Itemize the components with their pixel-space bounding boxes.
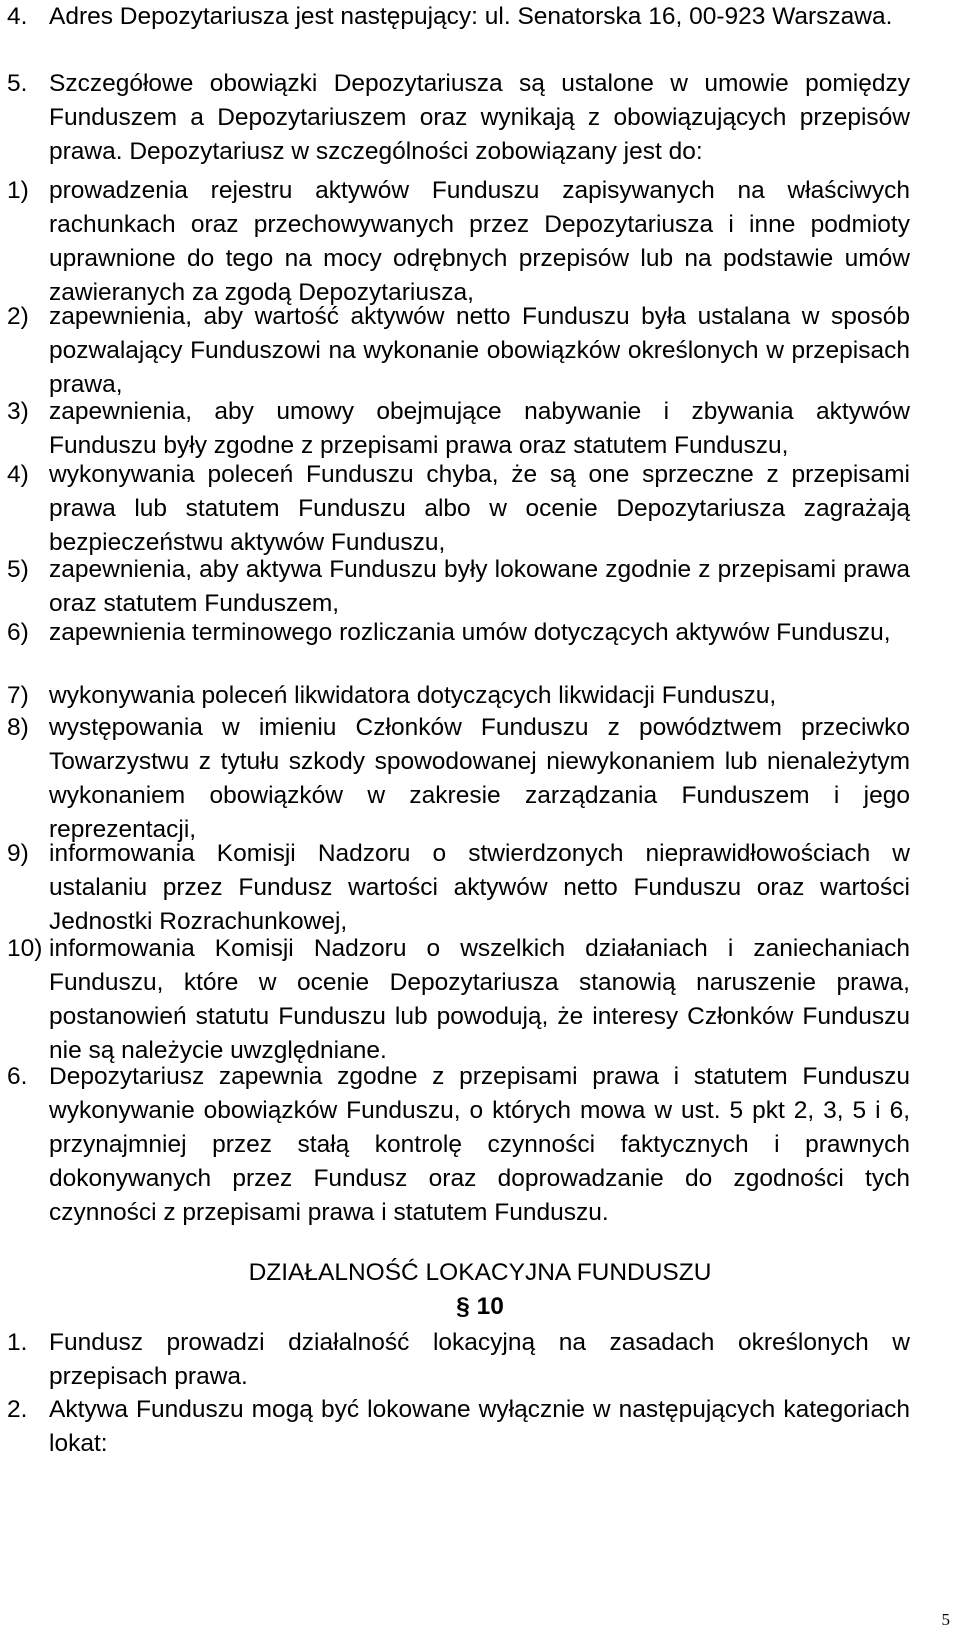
item-text: Aktywa Funduszu mogą być lokowane wyłącznie w następujących kategoriach lokat: xyxy=(49,1396,910,1457)
item-number: 1. xyxy=(7,1329,28,1356)
duty-item xyxy=(7,553,910,621)
duty-number: 7) xyxy=(7,682,29,709)
item-number: 5. xyxy=(7,70,28,97)
list-item xyxy=(7,1326,910,1394)
duty-item xyxy=(7,458,910,560)
duty-item xyxy=(7,174,910,310)
list-item xyxy=(7,67,910,169)
duty-number: 3) xyxy=(7,398,29,425)
duty-item xyxy=(7,300,910,402)
duty-text: zapewnienia, aby aktywa Funduszu były lokowane zgodnie z przepisami prawa oraz statutem Funduszem, xyxy=(49,556,910,617)
duty-number: 9) xyxy=(7,840,29,867)
duty-text: zapewnienia, aby wartość aktywów netto Funduszu była ustalana w sposób pozwalający Funduszowi na wykonanie obowiązków określonych w przepisach prawa, xyxy=(49,303,910,398)
duty-text: zapewnienia terminowego rozliczania umów dotyczących aktywów Funduszu, xyxy=(49,619,891,646)
item-number: 6. xyxy=(7,1063,28,1090)
duty-text: występowania w imieniu Członków Funduszu z powództwem przeciwko Towarzystwu z tytułu szkody spowodowanej niewykonaniem lub nienależytym wykonaniem obowiązków w zakresie zarządzania Funduszem i jego reprezentacji, xyxy=(49,714,910,843)
duty-text: zapewnienia, aby umowy obejmujące nabywanie i zbywania aktywów Funduszu były zgodne z przepisami prawa oraz statutem Funduszu, xyxy=(49,398,910,459)
duty-number: 5) xyxy=(7,556,29,583)
duty-text: informowania Komisji Nadzoru o wszelkich działaniach i zaniechaniach Funduszu, które w ocenie Depozytariusza stanowią naruszenie prawa, postanowień statutu Funduszu lub powodują, że interesy Członków Funduszu nie są należycie uwzględniane. xyxy=(49,935,910,1064)
duty-text: prowadzenia rejestru aktywów Funduszu zapisywanych na właściwych rachunkach oraz przechowywanych przez Depozytariusza i inne podmioty uprawnione do tego na mocy odrębnych przepisów lub na podstawie umów zawieranych za zgodą Depozytariusza, xyxy=(49,177,910,306)
item-number: 4. xyxy=(7,3,28,30)
list-item xyxy=(7,0,910,34)
duty-item xyxy=(7,395,910,463)
item-text: Fundusz prowadzi działalność lokacyjną na zasadach określonych w przepisach prawa. xyxy=(49,1329,910,1390)
item-text: Adres Depozytariusza jest następujący: ul. Senatorska 16, 00-923 Warszawa. xyxy=(49,3,893,30)
duty-number: 10) xyxy=(7,935,43,962)
list-item xyxy=(7,1060,910,1230)
list-item xyxy=(7,1393,910,1461)
duty-item xyxy=(7,932,910,1068)
duty-number: 1) xyxy=(7,177,29,204)
page-number: 5 xyxy=(941,1610,950,1629)
duty-number: 4) xyxy=(7,461,29,488)
duty-item xyxy=(7,711,910,847)
item-number: 2. xyxy=(7,1396,28,1423)
section-heading: DZIAŁALNOŚĆ LOKACYJNA FUNDUSZU xyxy=(248,1259,712,1286)
duty-item xyxy=(7,837,910,939)
item-text: Depozytariusz zapewnia zgodne z przepisami prawa i statutem Funduszu wykonywanie obowiązków Funduszu, o których mowa w ust. 5 pkt 2, 3, 5 i 6, przynajmniej przez stałą kontrolę czynności faktycznych i prawnych dokonywanych przez Fundusz oraz doprowadzanie do zgodności tych czynności z przepisami prawa i statutem Funduszu. xyxy=(49,1063,910,1226)
duty-item xyxy=(7,679,910,713)
duty-text: wykonywania poleceń Funduszu chyba, że są one sprzeczne z przepisami prawa lub statutem Funduszu albo w ocenie Depozytariusza zagrażają bezpieczeństwu aktywów Funduszu, xyxy=(49,461,910,556)
duty-number: 6) xyxy=(7,619,29,646)
duty-text: wykonywania poleceń likwidatora dotyczących likwidacji Funduszu, xyxy=(49,682,777,709)
duty-number: 2) xyxy=(7,303,29,330)
paragraph-symbol: § 10 xyxy=(456,1293,504,1320)
duty-text: informowania Komisji Nadzoru o stwierdzonych nieprawidłowościach w ustalaniu przez Fundusz wartości aktywów netto Funduszu oraz wartości Jednostki Rozrachunkowej, xyxy=(49,840,910,935)
item-text: Szczegółowe obowiązki Depozytariusza są ustalone w umowie pomiędzy Funduszem a Depozytariuszem oraz wynikają z obowiązujących przepisów prawa. Depozytariusz w szczególności zobowiązany jest do: xyxy=(49,70,910,165)
duty-number: 8) xyxy=(7,714,29,741)
duty-item xyxy=(7,616,910,650)
